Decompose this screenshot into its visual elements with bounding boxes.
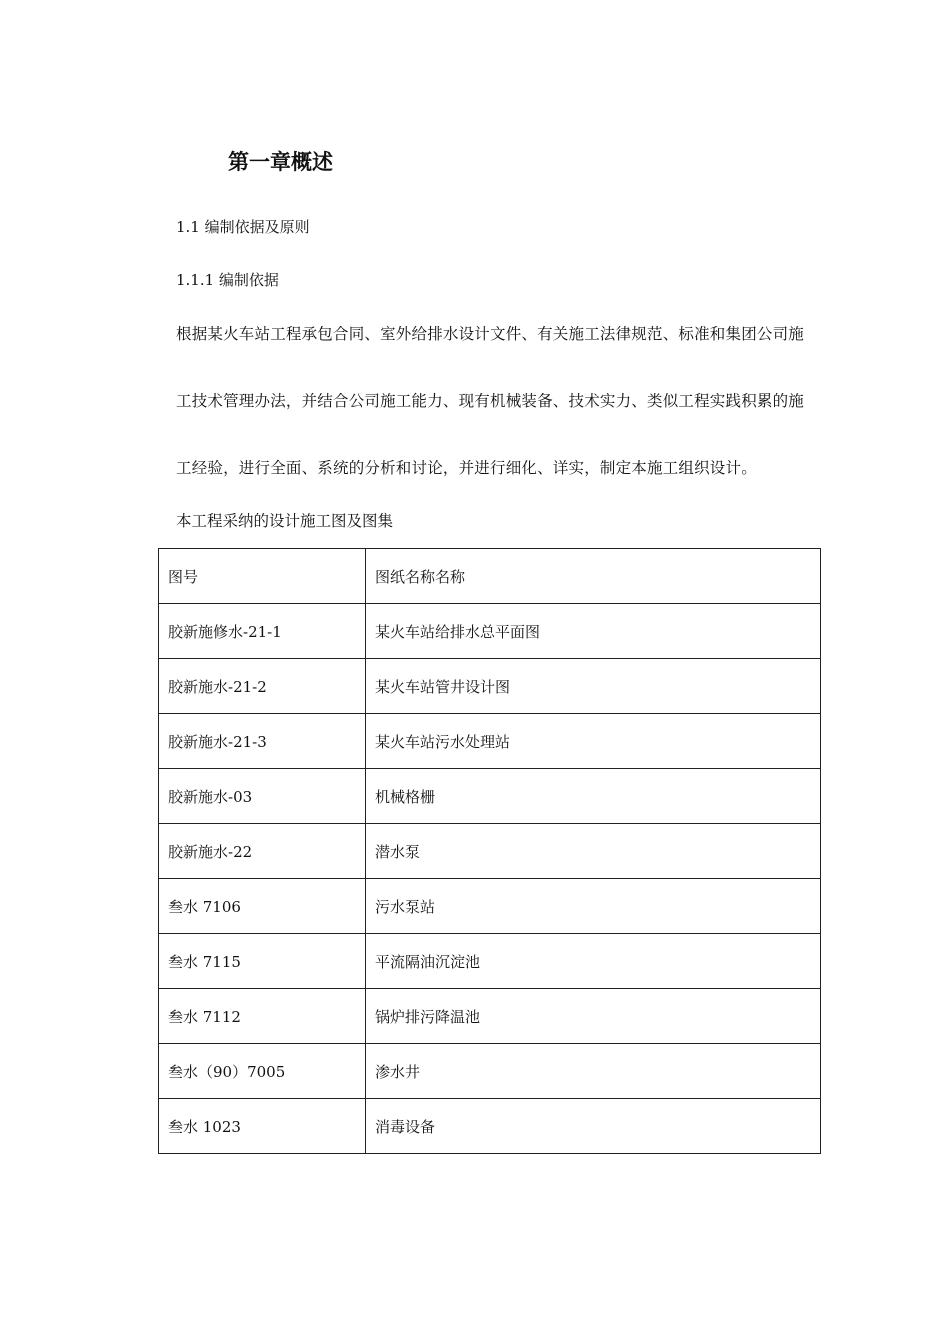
table-row xyxy=(159,1099,821,1154)
drawing-name-cell: 平流隔油沉淀池 xyxy=(366,934,821,989)
chapter-title: 第一章概述 xyxy=(228,150,333,174)
drawing-name-cell: 某火车站污水处理站 xyxy=(366,714,821,769)
table-row xyxy=(159,659,821,714)
table-row xyxy=(159,879,821,934)
drawing-number-cell: 胶新施修水-21-1 xyxy=(159,604,366,659)
header-cell-drawing-number: 图号 xyxy=(159,549,366,604)
drawing-name-cell: 某火车站给排水总平面图 xyxy=(366,604,821,659)
drawing-number-cell: 胶新施水-21-3 xyxy=(159,714,366,769)
drawing-name-cell: 渗水井 xyxy=(366,1044,821,1099)
drawing-number-cell: 叁水 7106 xyxy=(159,879,366,934)
table-row xyxy=(159,824,821,879)
table-row xyxy=(159,604,821,659)
paragraph-line: 根据某火车站工程承包合同、室外给排水设计文件、有关施工法律规范、标准和集团公司施 xyxy=(176,325,805,343)
drawings-table xyxy=(158,548,821,1154)
drawing-name-cell: 消毒设备 xyxy=(366,1099,821,1154)
table-header-row xyxy=(159,549,821,604)
paragraph-line: 工技术管理办法，并结合公司施工能力、现有机械装备、技术实力、类似工程实践积累的施 xyxy=(176,392,805,410)
table-caption: 本工程采纳的设计施工图及图集 xyxy=(176,512,394,530)
drawing-name-cell: 锅炉排污降温池 xyxy=(366,989,821,1044)
drawing-name-cell: 某火车站管井设计图 xyxy=(366,659,821,714)
section-heading-1-1-1: 1.1.1 编制依据 xyxy=(176,271,279,289)
drawing-number-cell: 叁水（90）7005 xyxy=(159,1044,366,1099)
drawing-number-cell: 胶新施水-03 xyxy=(159,769,366,824)
table-row xyxy=(159,769,821,824)
drawing-name-cell: 污水泵站 xyxy=(366,879,821,934)
table-row xyxy=(159,934,821,989)
drawing-number-cell: 叁水 7115 xyxy=(159,934,366,989)
paragraph-line: 工经验，进行全面、系统的分析和讨论，并进行细化、详实，制定本施工组织设计。 xyxy=(176,459,757,477)
drawing-number-cell: 胶新施水-22 xyxy=(159,824,366,879)
drawing-name-cell: 机械格栅 xyxy=(366,769,821,824)
table-row xyxy=(159,1044,821,1099)
section-heading-1-1: 1.1 编制依据及原则 xyxy=(176,218,310,236)
drawing-number-cell: 胶新施水-21-2 xyxy=(159,659,366,714)
header-cell-drawing-name: 图纸名称名称 xyxy=(366,549,821,604)
table-row xyxy=(159,989,821,1044)
drawing-number-cell: 叁水 1023 xyxy=(159,1099,366,1154)
table-row xyxy=(159,714,821,769)
drawing-number-cell: 叁水 7112 xyxy=(159,989,366,1044)
drawing-name-cell: 潜水泵 xyxy=(366,824,821,879)
